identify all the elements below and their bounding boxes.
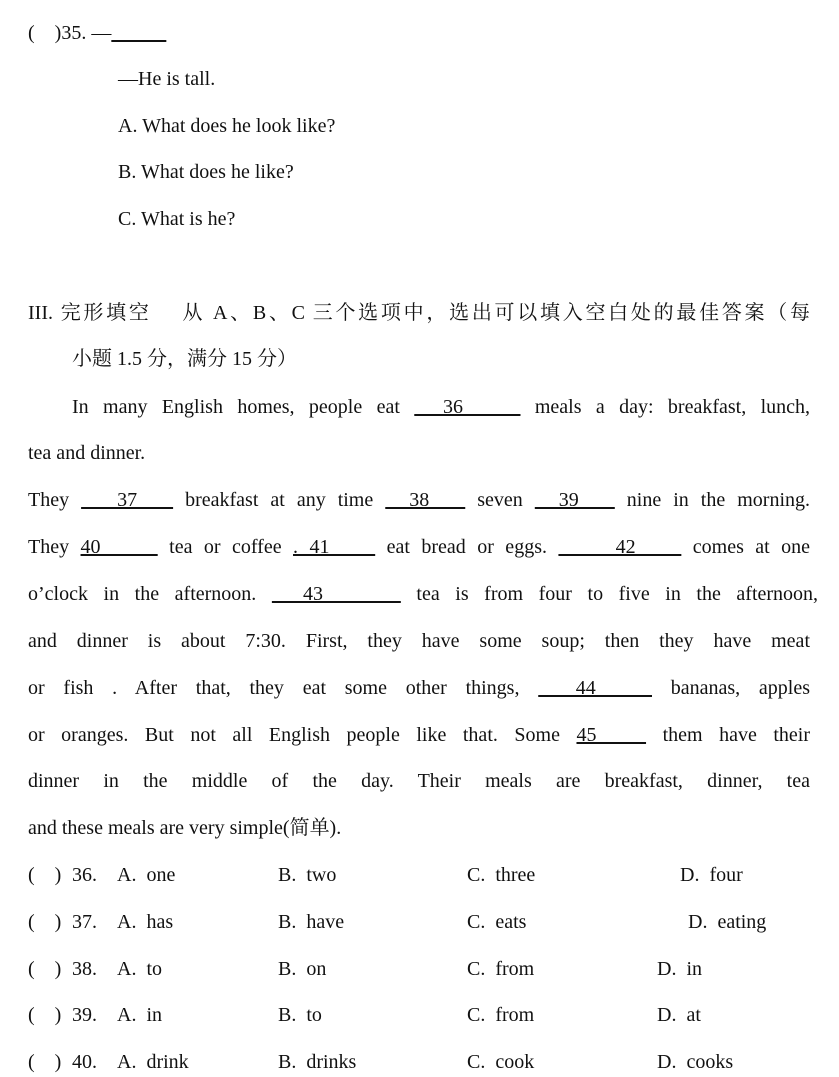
question-number: 39. (72, 1004, 97, 1027)
option-b: B. on (278, 957, 327, 980)
option-b: B. to (278, 1004, 322, 1027)
blank-39: 39 (534, 489, 615, 511)
option-d: D. at (657, 1004, 701, 1027)
blank-43: 43 (271, 583, 401, 605)
option-b: B. What does he like? (118, 161, 294, 183)
question-number: 35. (61, 22, 87, 44)
option-b: B. drinks (278, 1051, 357, 1074)
option-a: A. one (117, 864, 176, 886)
section-heading: III. 完形填空 从 A、B、C 三个选项中，选出可以填入空白处的最佳答案（每 (28, 302, 810, 324)
passage-line: tea and dinner. (28, 442, 146, 464)
answer-paren: ( ) (28, 864, 62, 886)
answer-paren: ( ) (28, 1004, 62, 1027)
blank-45: 45 (576, 724, 647, 746)
option-c: C. eats (467, 910, 527, 933)
answer-paren: ( ) (28, 957, 62, 980)
question-number: 37. (72, 910, 97, 933)
passage-line: o’clock in the afternoon. 43 tea is from four to five in the afternoon, (28, 583, 819, 605)
option-b: B. have (278, 910, 345, 933)
option-c: C. from (467, 1004, 535, 1027)
question-35-stem (28, 19, 810, 47)
option-c: C. from (467, 957, 535, 980)
passage-line: They 40 tea or coffee . 41 eat bread or eggs. 42 comes at one (28, 536, 811, 558)
option-a: A. in (117, 1004, 162, 1027)
option-c: C. What is he? (118, 208, 236, 230)
option-a: A. to (117, 957, 162, 980)
passage-line: or fish . After that, they eat some other things, 44 bananas, apples (28, 677, 811, 699)
passage-line: and these meals are very simple(简单). (28, 817, 342, 839)
dialog-dash: — (91, 22, 112, 44)
blank-36: 36 (414, 396, 521, 418)
option-c: C. three (467, 864, 536, 886)
section-heading-cont: 小题 1.5 分，满分 15 分） (72, 348, 297, 370)
option-a: A. What does he look like? (118, 115, 336, 137)
blank-42: 42 (558, 536, 682, 558)
option-d: D. eating (688, 910, 767, 933)
blank-44: 44 (538, 677, 652, 699)
option-c: C. cook (467, 1051, 535, 1074)
option-a: A. drink (117, 1051, 189, 1074)
option-b: B. two (278, 864, 337, 886)
answer-blank (111, 22, 166, 44)
option-d: D. four (680, 864, 743, 886)
question-number: 40. (72, 1051, 97, 1074)
passage-line: In many English homes, people eat 36 meals a day: breakfast, lunch, (72, 396, 811, 418)
option-d: D. cooks (657, 1051, 734, 1074)
dialog-reply: —He is tall. (118, 68, 216, 90)
passage-line: and dinner is about 7:30. First, they have some soup; then they have meat (28, 630, 810, 652)
blank-41: . 41 (293, 536, 376, 558)
question-number: 38. (72, 957, 97, 980)
blank-38: 38 (385, 489, 466, 511)
answer-paren: ( ) (28, 1051, 62, 1074)
passage-line: or oranges. But not all English people like that. Some 45 them have their (28, 724, 811, 746)
passage-line: dinner in the middle of the day. Their meals are breakfast, dinner, tea (28, 770, 810, 792)
passage-line: They 37 breakfast at any time 38 seven 39 nine in the morning. (28, 489, 810, 511)
blank-40: 40 (80, 536, 158, 558)
question-number: 36. (72, 864, 97, 886)
option-d: D. in (657, 957, 702, 980)
answer-paren: ( ) (28, 22, 62, 44)
option-a: A. has (117, 910, 174, 933)
blank-37: 37 (81, 489, 174, 511)
answer-paren: ( ) (28, 910, 62, 933)
